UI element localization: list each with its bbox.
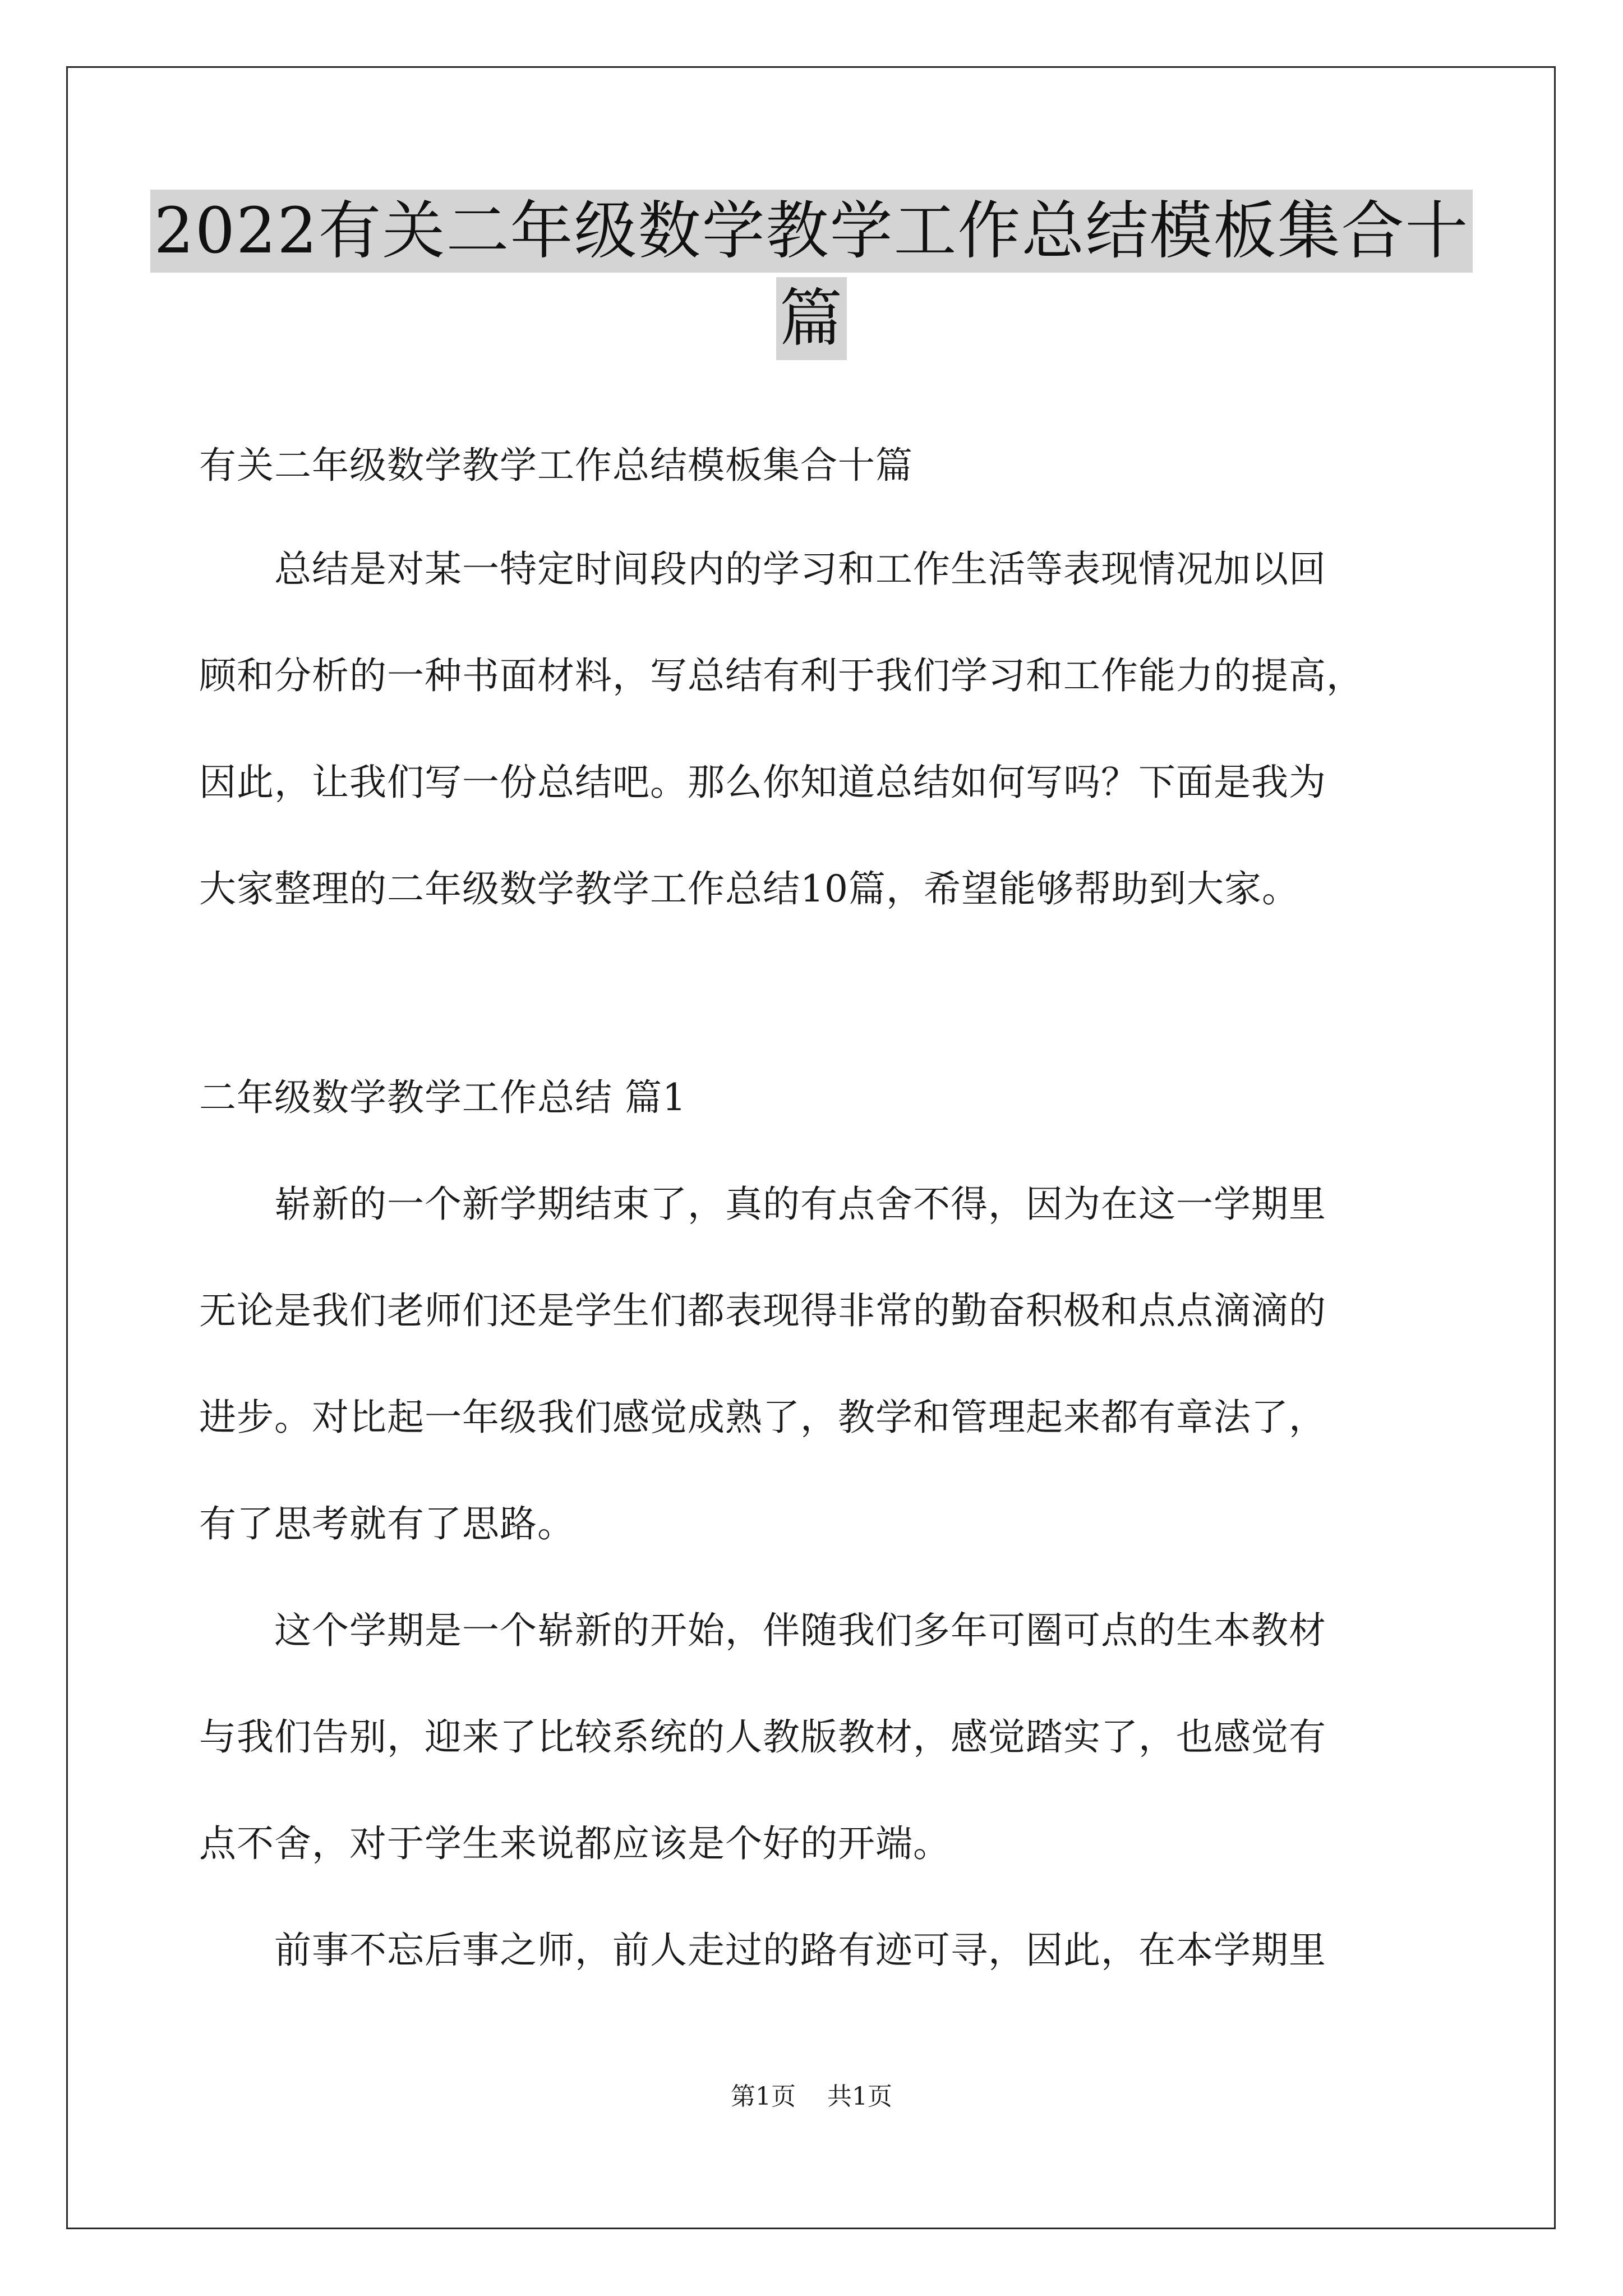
paragraph-line: 前事不忘后事之师，前人走过的路有迹可寻，因此，在本学期里 (199, 1929, 1326, 1972)
intro-line: 大家整理的二年级数学教学工作总结10篇，希望能够帮助到大家。 (199, 867, 1299, 910)
intro-line: 顾和分析的一种书面材料，写总结有利于我们学习和工作能力的提高， (199, 654, 1364, 697)
paragraph-line: 点不舍，对于学生来说都应该是个好的开端。 (199, 1822, 951, 1865)
paragraph-line: 与我们告别，迎来了比较系统的人教版教材，感觉踏实了，也感觉有 (199, 1715, 1326, 1759)
document-title (0, 190, 1623, 360)
intro-line: 总结是对某一特定时间段内的学习和工作生活等表现情况加以回 (199, 547, 1326, 591)
page-total: 共1页 (827, 2082, 892, 2111)
paragraph-line: 崭新的一个新学期结束了，真的有点舍不得，因为在这一学期里 (199, 1182, 1326, 1226)
paragraph-line: 有了思考就有了思路。 (199, 1502, 575, 1545)
page-footer (0, 2080, 1623, 2114)
paragraph-line: 无论是我们老师们还是学生们都表现得非常的勤奋积极和点点滴滴的 (199, 1289, 1326, 1332)
page-border (66, 66, 1556, 2229)
section-heading: 二年级数学教学工作总结 篇1 (199, 1076, 686, 1119)
paragraph-line: 这个学期是一个崭新的开始，伴随我们多年可圈可点的生本教材 (199, 1609, 1326, 1652)
page-number: 第1页 (731, 2082, 796, 2111)
intro-line: 因此，让我们写一份总结吧。那么你知道总结如何写吗？下面是我为 (199, 761, 1326, 804)
paragraph-line: 进步。对比起一年级我们感觉成熟了，教学和管理起来都有章法了， (199, 1396, 1326, 1439)
subtitle: 有关二年级数学教学工作总结模板集合十篇 (199, 444, 913, 487)
title-line-1: 2022有关二年级数学教学工作总结模板集合十 (150, 190, 1472, 273)
title-line-2: 篇 (776, 277, 847, 360)
